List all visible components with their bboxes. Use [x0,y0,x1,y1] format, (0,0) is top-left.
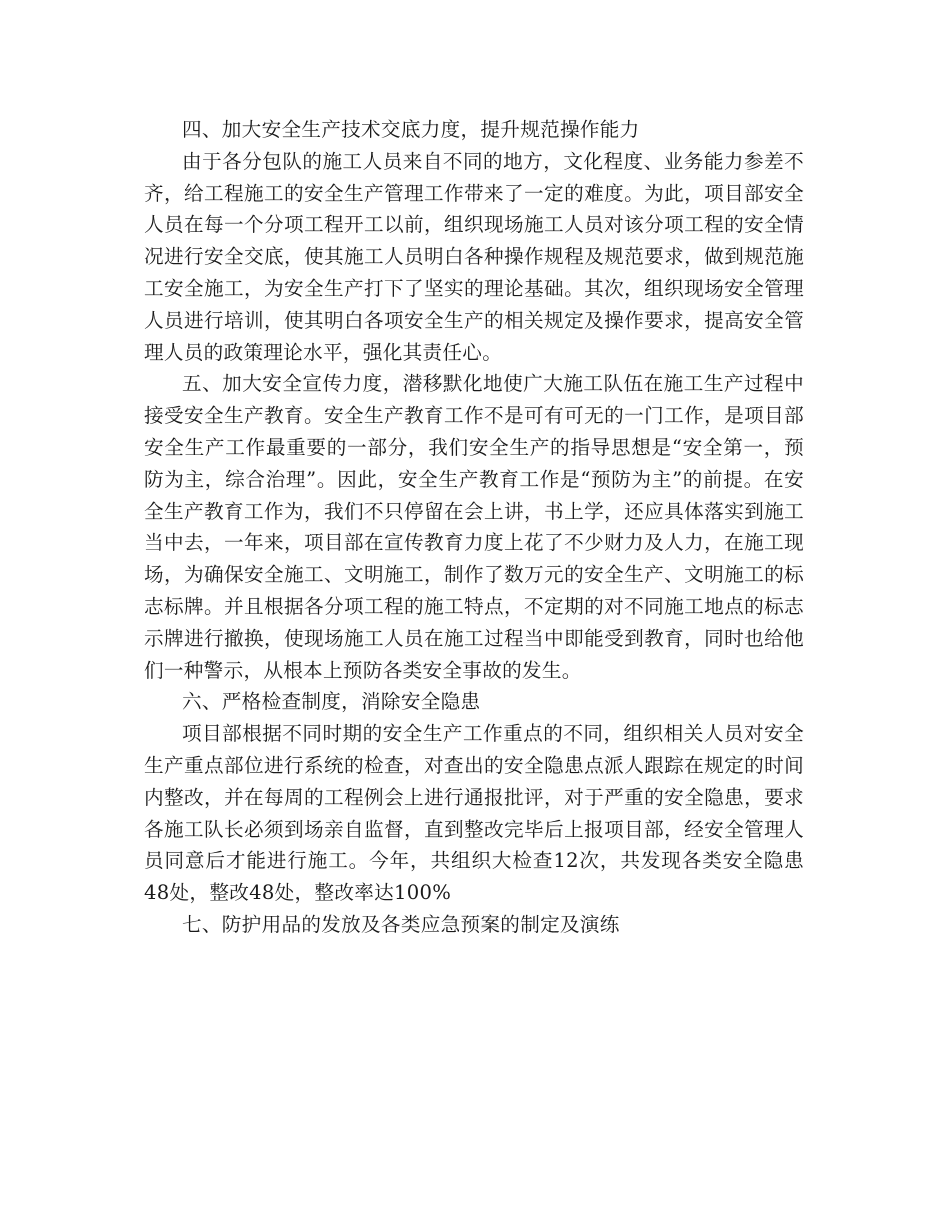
document-body [144,114,804,941]
section-4-heading: 四、加大安全生产技术交底力度，提升规范操作能力 [182,118,640,141]
section-6-heading: 六、严格检查制度，消除安全隐患 [182,690,481,714]
section-7-heading: 七、防护用品的发放及各类应急预案的制定及演练 [182,912,620,936]
section-6-paragraph: 项目部根据不同时期的安全生产工作重点的不同，组织相关人员对安全生产重点部位进行系统的检查，对查出的安全隐患点派人跟踪在规定的时间内整改，并在每周的工程例会上进行通报批评，对于严重的安全隐患，要求各施工队长必须到场亲自监督，直到整改完毕后上报项目部，经安全管理人员同意后才能进行施工。今年，共组织大检查12次，共发现各类安全隐患48处，整改48处，整改率达100% [144,722,804,905]
section-5-paragraph: 五、加大安全宣传力度，潜移默化地使广大施工队伍在施工生产过程中接受安全生产教育。安全生产教育工作不是可有可无的一门工作，是项目部安全生产工作最重要的一部分，我们安全生产的指导思想是“安全第一，预防为主，综合治理”。因此，安全生产教育工作是“预防为主”的前提。在安全生产教育工作为，我们不只停留在会上讲，书上学，还应具体落实到施工当中去，一年来，项目部在宣传教育力度上花了不少财力及人力，在施工现场，为确保安全施工、文明施工，制作了数万元的安全生产、文明施工的标志标牌。并且根据各分项工程的施工特点，不定期的对不同施工地点的标志示牌进行撤换，使现场施工人员在施工过程当中即能受到教育，同时也给他们一种警示，从根本上预防各类安全事故的发生。 [144,372,804,682]
section-4-paragraph: 由于各分包队的施工人员来自不同的地方，文化程度、业务能力参差不齐，给工程施工的安全生产管理工作带来了一定的难度。为此，项目部安全人员在每一个分项工程开工以前，组织现场施工人员对该分项工程的安全情况进行安全交底，使其施工人员明白各种操作规程及规范要求，做到规范施工安全施工，为安全生产打下了坚实的理论基础。其次，组织现场安全管理人员进行培训，使其明白各项安全生产的相关规定及操作要求，提高安全管理人员的政策理论水平，强化其责任心。 [144,149,804,364]
